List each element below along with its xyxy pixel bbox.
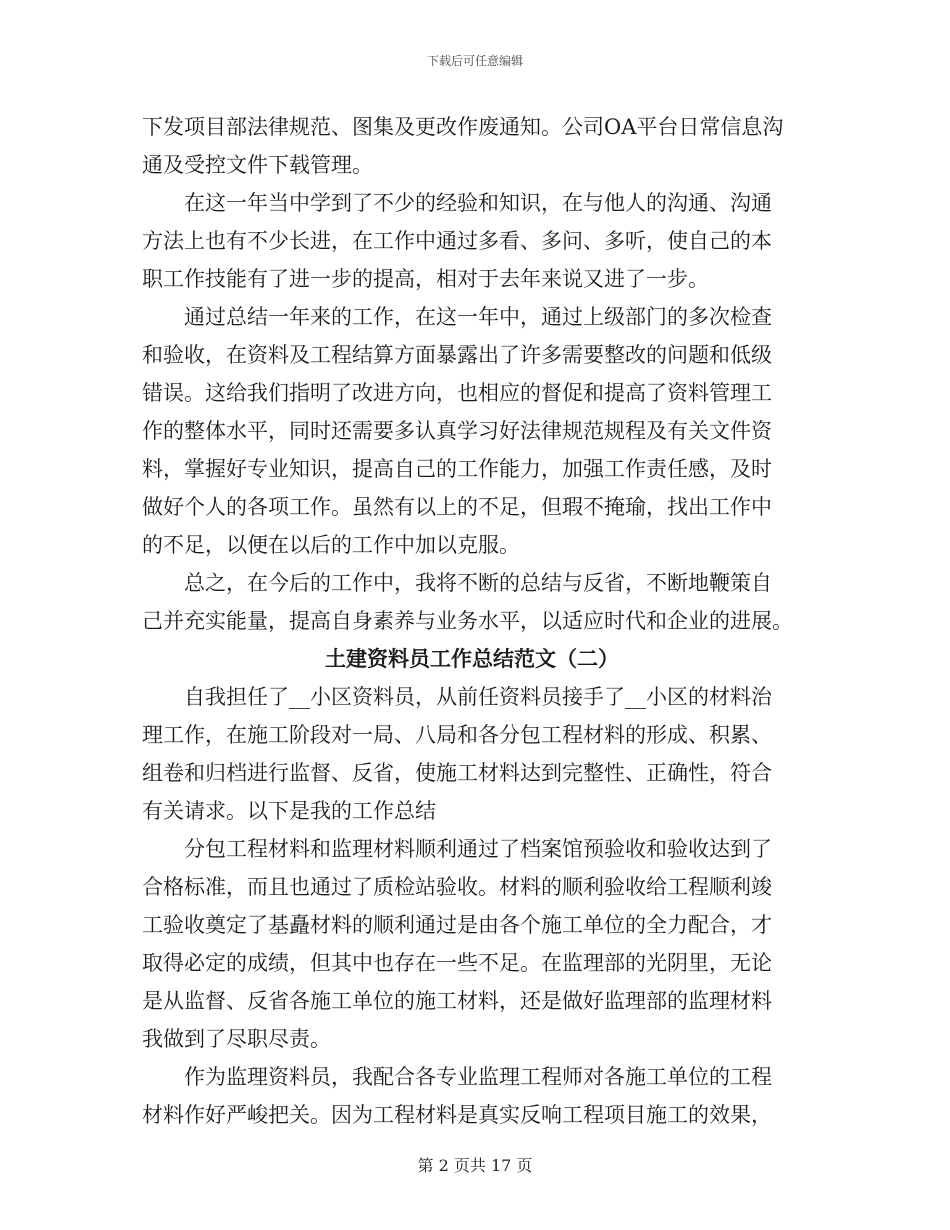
text-line: 是从监督、反省各施工单位的施工材料，还是做好监理部的监理材料: [142, 989, 772, 1013]
text-line: 料，掌握好专业知识，提高自己的工作能力，加强工作责任感，及时: [142, 457, 772, 481]
page-header: 下载后可任意编辑: [426, 54, 523, 68]
text-line: 通及受控文件下载管理。: [142, 153, 373, 177]
text-line: 组卷和归档进行监督、反省，使施工材料达到完整性、正确性，符合: [142, 761, 772, 785]
text-line: 自我担任了__小区资料员，从前任资料员接手了__小区的材料治: [142, 685, 772, 709]
text-line: 做好个人的各项工作。虽然有以上的不足，但瑕不掩瑜，找出工作中: [142, 495, 772, 519]
section-heading: 土建资料员工作总结范文（二）: [325, 646, 619, 671]
text-line: 己并充实能量，提高自身素养与业务水平，以适应时代和企业的进展。: [142, 609, 793, 633]
text-line: 的不足，以便在以后的工作中加以克服。: [142, 533, 520, 557]
text-line: 通过总结一年来的工作，在这一年中，通过上级部门的多次检查: [142, 305, 772, 329]
text-line: 和验收，在资料及工程结算方面暴露出了许多需要整改的问题和低级: [142, 343, 772, 367]
text-line: 取得必定的成绩，但其中也存在一些不足。在监理部的光阴里，无论: [142, 951, 772, 975]
text-line: 理工作，在施工阶段对一局、八局和各分包工程材料的形成、积累、: [142, 723, 772, 747]
document-body: [142, 108, 802, 1134]
text-line: 合格标准，而且也通过了质检站验收。材料的顺利验收给工程顺利竣: [142, 875, 772, 899]
text-line: 错误。这给我们指明了改进方向，也相应的督促和提高了资料管理工: [142, 381, 772, 405]
text-line: 总之，在今后的工作中，我将不断的总结与反省，不断地鞭策自: [142, 571, 772, 595]
text-line: 材料作好严峻把关。因为工程材料是真实反响工程项目施工的效果，: [142, 1103, 772, 1127]
text-line: 作的整体水平，同时还需要多认真学习好法律规范规程及有关文件资: [142, 419, 772, 443]
text-line: 工验收奠定了基矗材料的顺利通过是由各个施工单位的全力配合，才: [142, 913, 772, 937]
text-line: 作为监理资料员，我配合各专业监理工程师对各施工单位的工程: [142, 1065, 772, 1089]
page-footer: 第 2 页共 17 页: [417, 1156, 533, 1175]
text-line: 在这一年当中学到了不少的经验和知识，在与他人的沟通、沟通: [142, 191, 772, 215]
text-line: 职工作技能有了进一步的提高，相对于去年来说又进了一步。: [142, 267, 709, 291]
text-line: 有关请求。以下是我的工作总结: [142, 799, 436, 823]
text-line: 我做到了尽职尽责。: [142, 1027, 331, 1051]
text-line: 下发项目部法律规范、图集及更改作废通知。公司OA平台日常信息沟: [142, 115, 784, 139]
text-line: 分包工程材料和监理材料顺利通过了档案馆预验收和验收达到了: [142, 837, 772, 861]
text-line: 方法上也有不少长进，在工作中通过多看、多问、多听，使自己的本: [142, 229, 772, 253]
